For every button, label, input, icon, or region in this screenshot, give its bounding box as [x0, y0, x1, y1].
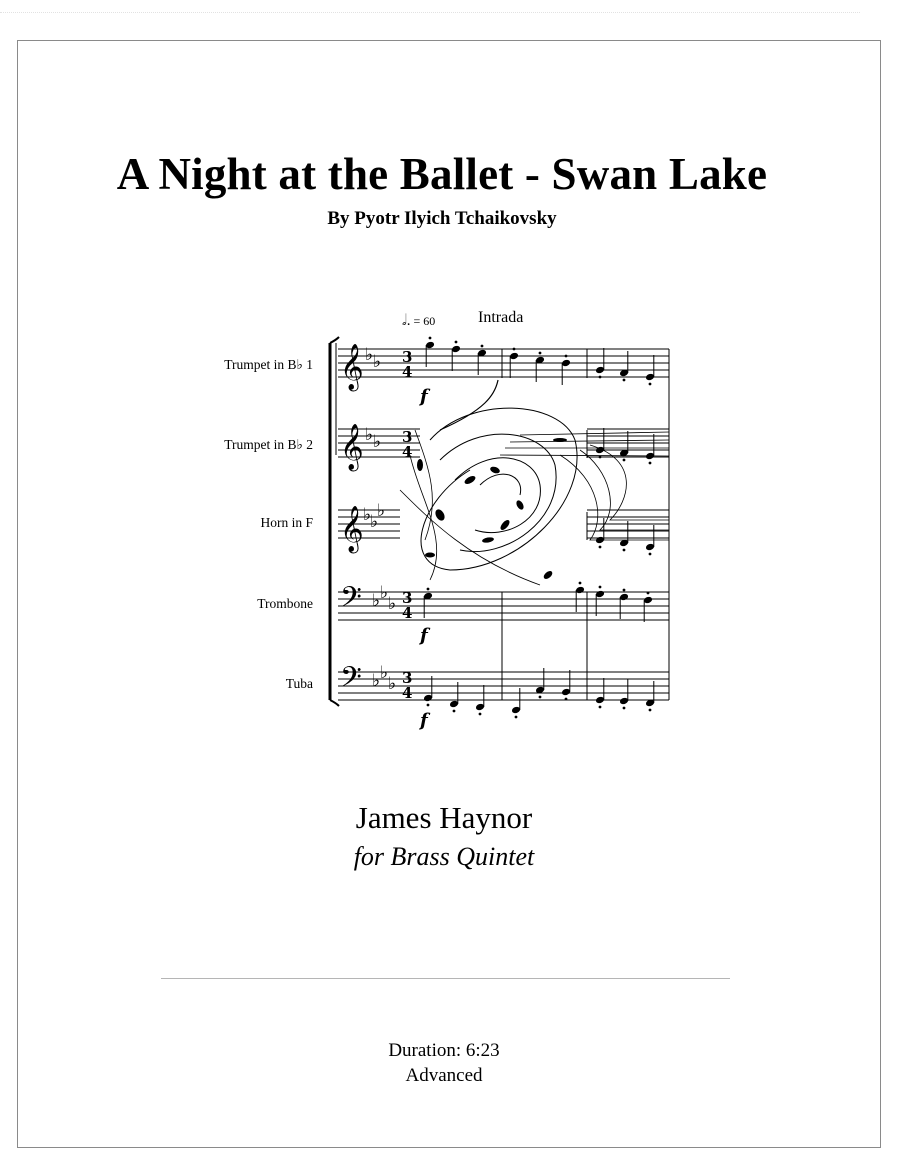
- svg-text:♭: ♭: [370, 512, 379, 532]
- svg-text:4: 4: [402, 604, 413, 622]
- svg-text:4: 4: [402, 443, 413, 461]
- tempo-value: = 60: [413, 314, 436, 328]
- svg-text:3: 3: [402, 428, 413, 446]
- cover-page: [17, 40, 881, 1148]
- page-title: A Night at the Ballet - Swan Lake: [116, 149, 768, 199]
- svg-text:4: 4: [402, 363, 413, 381]
- svg-text:♭: ♭: [365, 425, 374, 445]
- section-label: Intrada: [478, 309, 524, 326]
- dotted-half-note-icon: 𝅗𝅥.: [402, 313, 411, 329]
- treble-clef-icon: 𝄞: [340, 424, 364, 470]
- svg-text:♭: ♭: [363, 505, 372, 525]
- svg-text:♭: ♭: [380, 663, 389, 683]
- bass-clef-icon: 𝄢: [340, 661, 362, 701]
- instrument-label: Trombone: [257, 596, 313, 611]
- svg-text:♭: ♭: [388, 674, 397, 694]
- svg-text:4: 4: [402, 684, 413, 702]
- instrument-label: Trumpet in B♭ 1: [224, 357, 313, 372]
- ensemble-subtitle: for Brass Quintet: [353, 842, 535, 871]
- svg-text:♭: ♭: [372, 591, 381, 611]
- duration-text: Duration: 6:23: [388, 1040, 500, 1061]
- instrument-label: Trumpet in B♭ 2: [224, 437, 313, 452]
- svg-text:♭: ♭: [365, 345, 374, 365]
- tempo-marking: [402, 312, 435, 330]
- svg-text:♭: ♭: [377, 501, 386, 521]
- arranger-name: James Haynor: [355, 800, 533, 835]
- svg-text:♭: ♭: [388, 594, 397, 614]
- svg-text:f: f: [420, 386, 428, 407]
- svg-text:♭: ♭: [372, 671, 381, 691]
- svg-text:♭: ♭: [380, 583, 389, 603]
- svg-text:3: 3: [402, 669, 413, 687]
- instrument-label: Horn in F: [260, 515, 313, 530]
- svg-text:f: f: [420, 625, 428, 646]
- svg-text:f: f: [420, 710, 428, 731]
- svg-text:♭: ♭: [373, 352, 382, 372]
- treble-clef-icon: 𝄞: [340, 344, 364, 390]
- svg-text:♭: ♭: [373, 432, 382, 452]
- divider-line: [161, 978, 730, 979]
- top-border-line: [0, 12, 860, 13]
- svg-text:3: 3: [402, 348, 413, 366]
- difficulty-level: Advanced: [405, 1065, 483, 1086]
- composer-credit: By Pyotr Ilyich Tchaikovsky: [327, 208, 557, 229]
- instrument-label: Tuba: [285, 676, 313, 691]
- treble-clef-icon: 𝄞: [340, 506, 364, 552]
- bass-clef-icon: 𝄢: [340, 581, 362, 621]
- svg-text:3: 3: [402, 589, 413, 607]
